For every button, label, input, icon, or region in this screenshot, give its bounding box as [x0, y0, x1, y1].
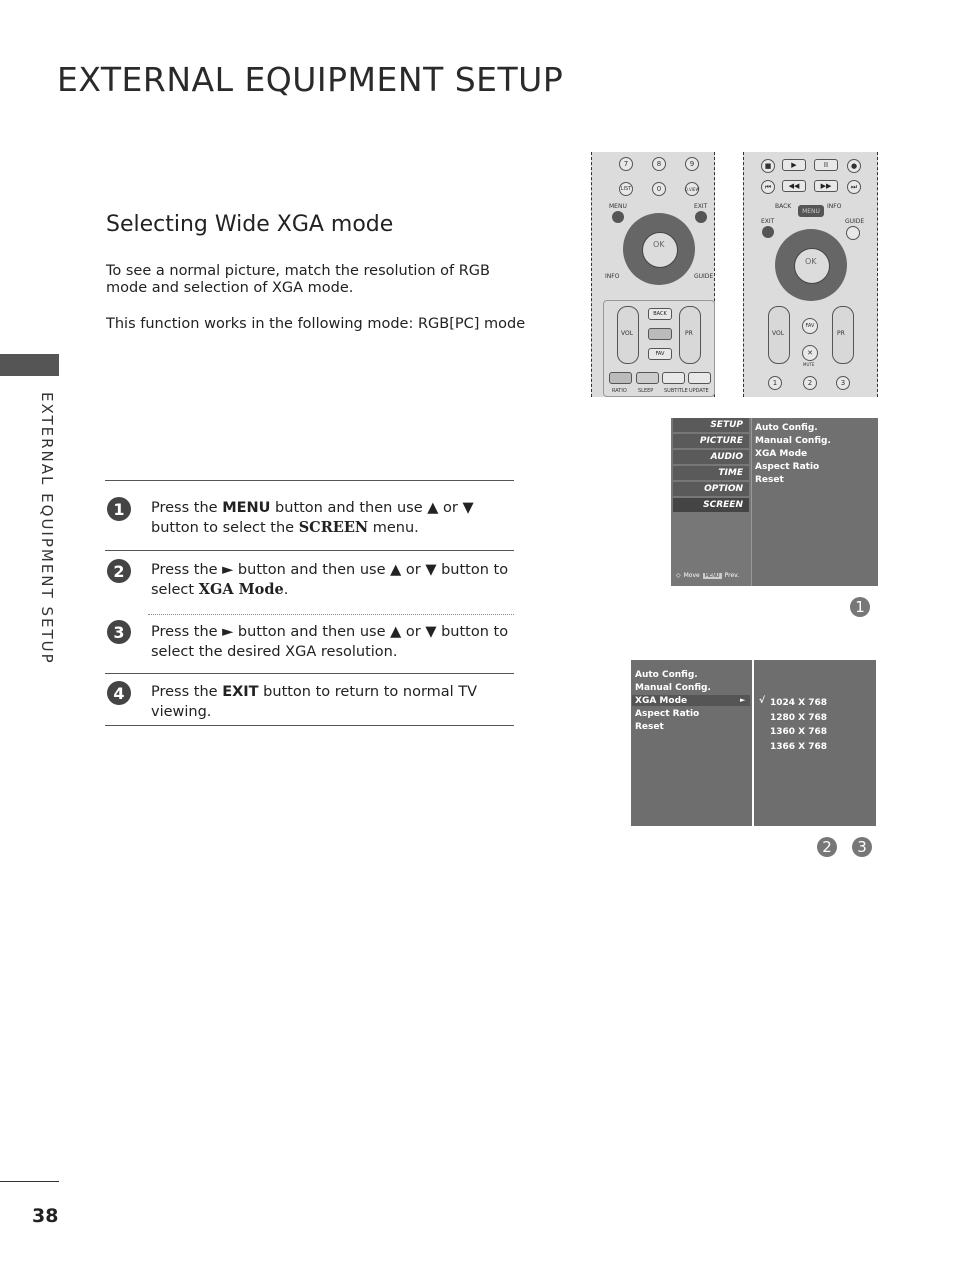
subtitle-label: SUBTITLE — [664, 388, 688, 394]
yellow-button — [662, 372, 685, 384]
ok-label: OK — [805, 257, 817, 266]
menu-item-setup: SETUP — [673, 418, 749, 432]
submenu-item: Reset — [755, 475, 784, 485]
step-number: 3 — [107, 620, 131, 644]
num-7-button: 7 — [619, 157, 633, 171]
mute-label: MUTE — [803, 362, 815, 367]
page-number: 38 — [32, 1205, 59, 1227]
guide-label: GUIDE — [694, 273, 714, 280]
num-9-button: 9 — [685, 157, 699, 171]
step-number: 2 — [107, 559, 131, 583]
osd-resolution-panel — [754, 660, 876, 826]
record-icon: ● — [847, 159, 861, 173]
steps-top-rule — [105, 480, 514, 481]
step-1-text: Press the MENU button and then use ▲ or ▼ button to select the SCREEN menu. — [151, 500, 474, 536]
ratio-label: RATIO — [612, 388, 627, 394]
footer-rule — [0, 1181, 59, 1182]
submenu-arrow-icon: ► — [740, 696, 746, 704]
prev-icon: ⏮ — [761, 180, 775, 194]
sidebar-label: EXTERNAL EQUIPMENT SETUP — [38, 392, 56, 665]
stop-icon: ■ — [761, 159, 775, 173]
mute-icon: ✕ — [802, 345, 818, 361]
step-divider — [105, 673, 514, 674]
exit-label: EXIT — [761, 218, 775, 225]
xga-menu-item: Auto Config. — [635, 670, 698, 680]
osd-submenu-list — [755, 422, 831, 487]
move-icon: ◇ — [676, 572, 681, 579]
num-1-button: 1 — [768, 376, 782, 390]
step-3-text: Press the ► button and then use ▲ or ▼ button to select the desired XGA resolution. — [151, 624, 509, 660]
osd-footer — [676, 572, 739, 579]
pr-label: PR — [685, 330, 693, 337]
section-heading: Selecting Wide XGA mode — [106, 212, 394, 237]
resolution-list — [770, 696, 827, 754]
resolution-option: 1366 X 768 — [770, 741, 828, 752]
intro-paragraph: To see a normal picture, match the resolution of RGB mode and selection of XGA mode. — [106, 263, 490, 296]
exit-button — [695, 211, 707, 223]
info-label: INFO — [827, 203, 842, 210]
remote-control-illustration-2 — [743, 152, 878, 397]
vol-label: VOL — [621, 330, 634, 337]
ok-button — [794, 248, 830, 284]
qview-button: Q.VIEW — [685, 182, 699, 196]
menu-item-audio: AUDIO — [673, 450, 749, 464]
list-button: LIST — [619, 182, 633, 196]
vol-label: VOL — [772, 330, 785, 337]
submenu-item: Auto Config. — [755, 423, 818, 433]
page-title: EXTERNAL EQUIPMENT SETUP — [57, 60, 564, 99]
back-label: BACK — [775, 203, 792, 210]
fav-button: FAV — [802, 318, 818, 334]
callout-badge: 3 — [852, 837, 872, 857]
xga-menu-item: Aspect Ratio — [635, 709, 700, 719]
menu-button: MENU — [798, 205, 824, 217]
guide-label: GUIDE — [845, 218, 865, 225]
menu-item-option: OPTION — [673, 482, 749, 496]
info-label: INFO — [605, 273, 620, 280]
next-icon: ⏭ — [847, 180, 861, 194]
submenu-item: Manual Config. — [755, 436, 831, 446]
check-icon: √ — [759, 696, 766, 706]
menu-key-label: MENU — [704, 572, 720, 579]
green-button — [636, 372, 659, 384]
steps-bottom-rule — [105, 725, 514, 726]
red-button — [609, 372, 632, 384]
exit-button — [762, 226, 774, 238]
rewind-icon: ◀◀ — [782, 180, 806, 192]
fav-button: FAV — [648, 348, 672, 360]
resolution-option: 1360 X 768 — [770, 727, 828, 737]
osd-screen-menu — [671, 418, 877, 586]
sidebar-tab-marker — [0, 354, 59, 376]
sleep-label: SLEEP — [638, 388, 654, 394]
back-button: BACK — [648, 308, 672, 320]
step-2-text: Press the ► button and then use ▲ or ▼ button to select XGA Mode. — [151, 562, 509, 598]
resolution-option: 1024 X 768 — [770, 698, 828, 708]
xga-menu-item: XGA Mode — [635, 696, 688, 706]
blue-button — [688, 372, 711, 384]
menu-item-picture: PICTURE — [673, 434, 749, 448]
resolution-option: 1280 X 768 — [770, 712, 828, 723]
step-4-text: Press the EXIT button to return to normal TV viewing. — [151, 684, 478, 720]
ok-label: OK — [653, 240, 665, 249]
step-number: 4 — [107, 681, 131, 705]
num-0-button: 0 — [652, 182, 666, 196]
remote-control-illustration — [591, 152, 715, 397]
step-divider — [105, 550, 514, 551]
num-8-button: 8 — [652, 157, 666, 171]
exit-label: EXIT — [694, 203, 708, 210]
prev-label: Prev. — [724, 572, 740, 579]
play-icon: ▶ — [782, 159, 806, 171]
ok-button — [642, 232, 678, 268]
callout-badge: 1 — [850, 597, 870, 617]
menu-item-time: TIME — [673, 466, 749, 480]
xga-menu-item: Manual Config. — [635, 683, 711, 693]
update-label: UPDATE — [689, 388, 709, 394]
menu-item-screen: SCREEN — [673, 498, 749, 512]
pause-icon: II — [814, 159, 838, 171]
num-2-button: 2 — [803, 376, 817, 390]
pr-label: PR — [837, 330, 845, 337]
osd-xga-list — [635, 669, 711, 734]
guide-button — [846, 226, 860, 240]
forward-icon: ▶▶ — [814, 180, 838, 192]
callout-badge: 2 — [817, 837, 837, 857]
move-label: Move — [683, 572, 700, 579]
osd-xga-menu — [631, 660, 752, 826]
submenu-item: XGA Mode — [755, 449, 808, 459]
num-3-button: 3 — [836, 376, 850, 390]
step-divider-dotted — [148, 614, 514, 615]
xga-menu-item: Reset — [635, 722, 664, 732]
menu-label: MENU — [609, 203, 627, 210]
mode-note: This function works in the following mode: RGB[PC] mode — [106, 316, 526, 332]
blank-button — [648, 328, 672, 340]
menu-button — [612, 211, 624, 223]
step-number: 1 — [107, 497, 131, 521]
submenu-item: Aspect Ratio — [755, 462, 820, 472]
